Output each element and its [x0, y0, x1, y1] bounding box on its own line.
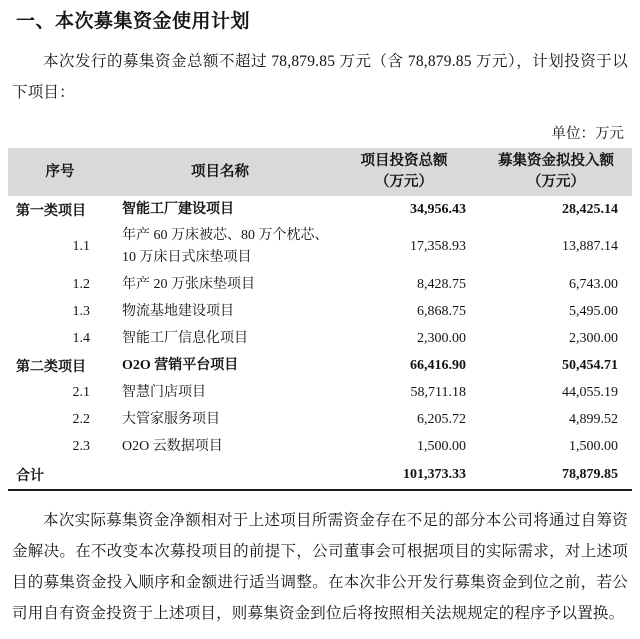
cell-row-number: 第一类项目 — [16, 203, 86, 219]
cell-project-name — [112, 196, 328, 223]
project-name-line: 年产 20 万张床垫项目 — [122, 276, 255, 292]
cell-total-investment: 8,428.75 — [417, 276, 466, 292]
column-header-no: 序号 — [45, 163, 75, 180]
cell-row-number: 合计 — [8, 460, 112, 490]
cell-project-name — [112, 223, 328, 271]
cell-total-investment: 6,868.75 — [417, 303, 466, 319]
cell-raised-allocation: 6,743.00 — [569, 276, 618, 292]
column-header-raised-allocation — [480, 148, 632, 196]
column-header-raised-allocation-unit: （万元） — [527, 174, 585, 190]
cell-raised-allocation: 78,879.85 — [480, 460, 632, 490]
table-row — [8, 352, 632, 379]
cell-total-investment: 101,373.33 — [328, 460, 480, 490]
cell-raised-allocation: 50,454.71 — [562, 357, 618, 373]
cell-total-investment: 2,300.00 — [417, 330, 466, 346]
project-name-line: 物流基地建设项目 — [122, 303, 234, 319]
cell-row-number: 2.1 — [72, 384, 90, 400]
cell-project-name — [112, 325, 328, 352]
cell-row-number: 1.4 — [72, 330, 90, 346]
column-header-raised-allocation-main: 募集资金拟投入额 — [498, 153, 614, 169]
column-header-total-investment-main: 项目投资总额 — [360, 153, 448, 169]
cell-row-number: 1.3 — [72, 303, 90, 319]
cell-project-name — [112, 352, 328, 379]
table-row — [8, 325, 632, 352]
closing-paragraph: 本次实际募集资金净额相对于上述项目所需资金存在不足的部分本公司将通过自筹资金解决。在不改变本次募投项目的前提下，公司董事会可根据项目的实际需求，对上述项目的募集资金投入顺序和金额进行适当调整。在本次非公开发行募集资金到位之前，若公司用自有资金投资于上述项目，则募集资金到位后将按照相关法规规定的程序予以置换。 — [12, 512, 628, 622]
cell-raised-allocation: 28,425.14 — [562, 201, 618, 217]
cell-total-investment: 66,416.90 — [410, 357, 466, 373]
table-header-row — [8, 148, 632, 196]
table-row — [8, 460, 632, 490]
cell-project-name — [112, 433, 328, 460]
project-name-line: O2O 营销平台项目 — [122, 357, 239, 373]
cell-raised-allocation: 13,887.14 — [562, 239, 618, 254]
cell-total-investment: 1,500.00 — [417, 438, 466, 454]
cell-project-name — [112, 298, 328, 325]
cell-row-number: 第二类项目 — [16, 359, 86, 375]
unit-label: 单位：万元 — [551, 126, 624, 142]
table-row — [8, 298, 632, 325]
project-name-line: 智能工厂信息化项目 — [122, 330, 248, 346]
cell-project-name — [112, 406, 328, 433]
project-name-line: 智慧门店项目 — [122, 384, 206, 400]
column-header-name: 项目名称 — [191, 163, 249, 180]
cell-row-number: 2.3 — [72, 438, 90, 454]
project-name-line: 年产 60 万床被芯、80 万个枕芯、 — [122, 228, 329, 243]
cell-total-investment: 34,956.43 — [410, 201, 466, 217]
project-name-line: O2O 云数据项目 — [122, 438, 223, 454]
cell-total-investment: 17,358.93 — [410, 239, 466, 254]
table-row — [8, 196, 632, 223]
cell-project-name — [112, 460, 328, 490]
cell-total-investment: 6,205.72 — [417, 411, 466, 427]
cell-total-investment: 58,711.18 — [410, 384, 466, 400]
cell-project-name — [112, 379, 328, 406]
table-row — [8, 433, 632, 460]
table-row — [8, 223, 632, 271]
project-name-line: 10 万床日式床垫项目 — [122, 250, 252, 265]
cell-raised-allocation: 5,495.00 — [569, 303, 618, 319]
table-row — [8, 379, 632, 406]
table-header — [8, 148, 632, 196]
cell-row-number: 1.2 — [72, 276, 90, 292]
intro-paragraph: 本次发行的募集资金总额不超过 78,879.85 万元（含 78,879.85 万元），计划投资于以下项目： — [12, 53, 628, 101]
page-title: 一、本次募集资金使用计划 — [16, 11, 251, 32]
table-row — [8, 271, 632, 298]
cell-raised-allocation: 1,500.00 — [569, 438, 618, 454]
cell-project-name — [112, 271, 328, 298]
column-header-total-investment — [328, 148, 480, 196]
document-page — [0, 8, 640, 639]
column-header-total-investment-unit: （万元） — [375, 174, 433, 190]
fund-usage-table — [8, 148, 632, 491]
cell-raised-allocation: 2,300.00 — [569, 330, 618, 346]
cell-raised-allocation: 4,899.52 — [569, 411, 618, 427]
project-name-line: 大管家服务项目 — [122, 411, 220, 427]
project-name-line: 智能工厂建设项目 — [122, 201, 234, 217]
cell-row-number: 1.1 — [72, 239, 90, 254]
cell-raised-allocation: 44,055.19 — [562, 384, 618, 400]
cell-row-number: 2.2 — [72, 411, 90, 427]
table-row — [8, 406, 632, 433]
table-body — [8, 196, 632, 490]
